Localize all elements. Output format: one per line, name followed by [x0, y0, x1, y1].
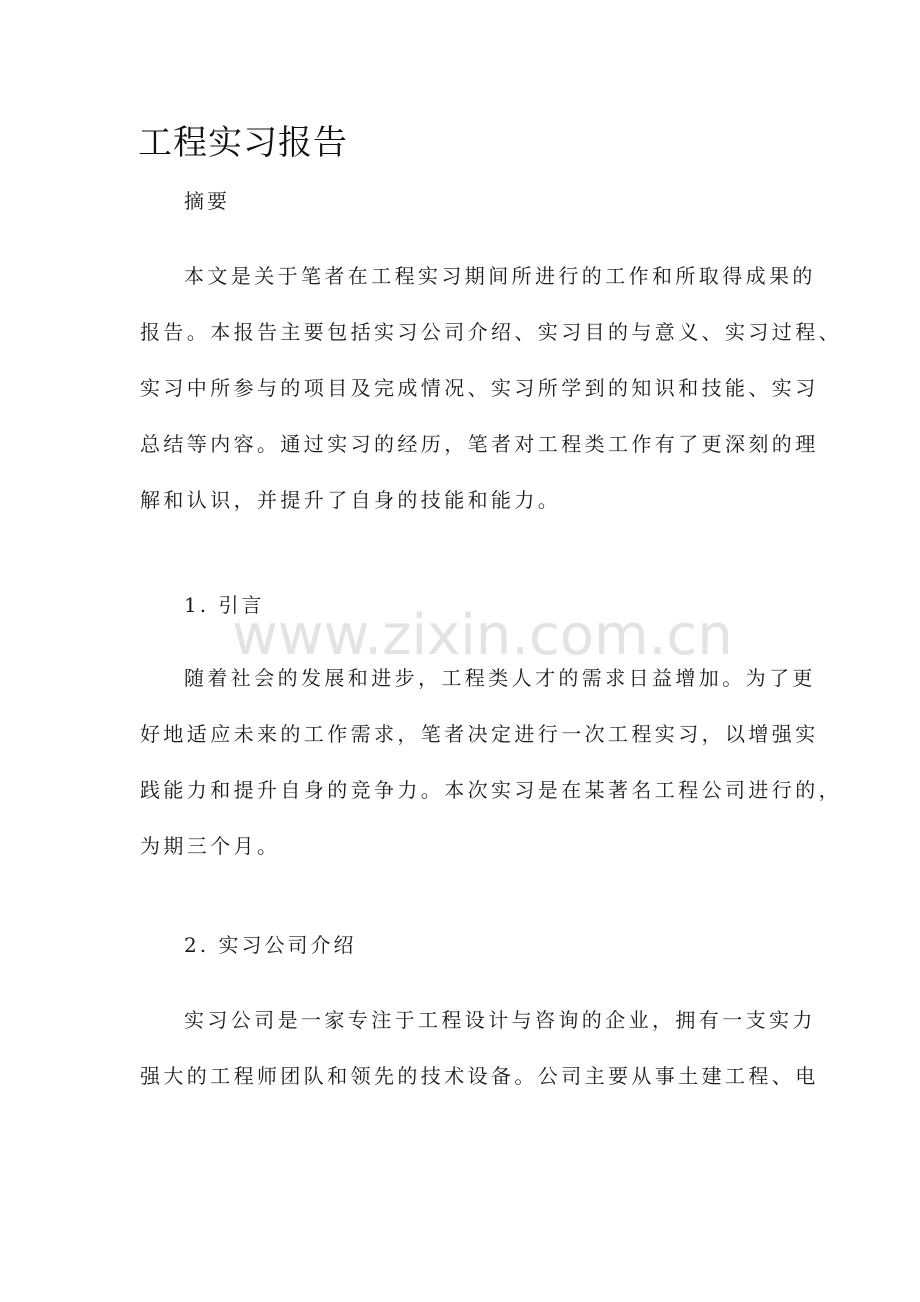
paragraph-line: 强大的工程师团队和领先的技术设备。公司主要从事土建工程、电 — [140, 1064, 819, 1088]
company-paragraph — [140, 992, 819, 1104]
introduction-paragraph — [140, 650, 842, 874]
paragraph-line: 好地适应未来的工作需求，笔者决定进行一次工程实习，以增强实 — [140, 722, 819, 746]
paragraph-line: 总结等内容。通过实习的经历，笔者对工程类工作有了更深刻的理 — [140, 432, 819, 456]
paragraph-line: 践能力和提升自身的竞争力。本次实习是在某著名工程公司进行的， — [140, 778, 842, 802]
paragraph-line: 为期三个月。 — [140, 834, 281, 858]
paragraph-line: 本文是关于笔者在工程实习期间所进行的工作和所取得成果的 — [184, 264, 816, 288]
paragraph-line: 实习公司是一家专注于工程设计与咨询的企业，拥有一支实力 — [184, 1008, 816, 1032]
abstract-paragraph — [140, 248, 842, 528]
watermark-text: www.zixin.com.cn — [232, 603, 733, 668]
paragraph-line: 解和认识，并提升了自身的技能和能力。 — [140, 488, 562, 512]
abstract-heading: 摘要 — [184, 189, 230, 213]
paragraph-line: 随着社会的发展和进步，工程类人才的需求日益增加。为了更 — [184, 666, 816, 690]
document-title: 工程实习报告 — [138, 123, 348, 163]
section-heading-introduction: 1. 引言 — [184, 593, 265, 617]
section-heading-company: 2. 实习公司介绍 — [184, 933, 357, 957]
paragraph-line: 实习中所参与的项目及完成情况、实习所学到的知识和技能、实习 — [140, 376, 819, 400]
paragraph-line: 报告。本报告主要包括实习公司介绍、实习目的与意义、实习过程、 — [140, 320, 842, 344]
